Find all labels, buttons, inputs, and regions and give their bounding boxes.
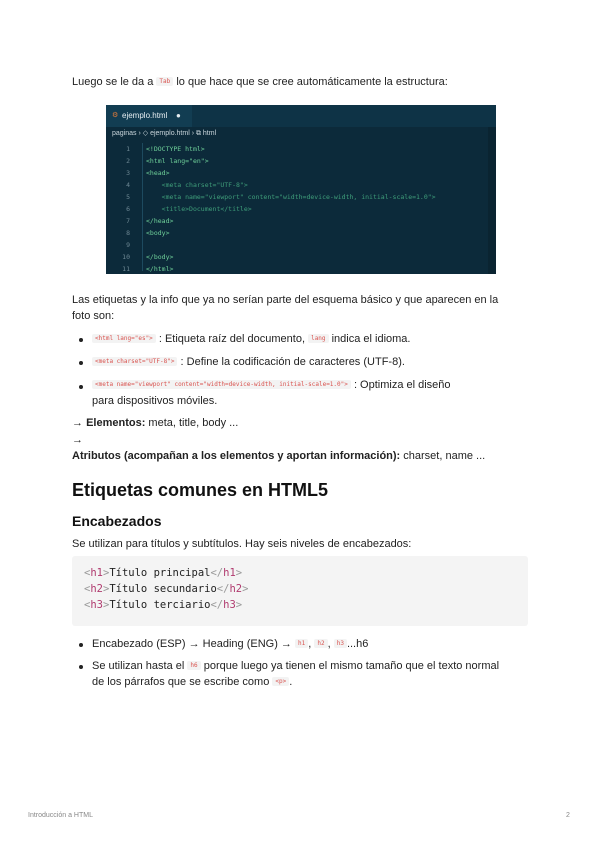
- line-number: 5: [126, 193, 130, 201]
- h3-code: h3: [334, 639, 347, 648]
- bullet-dot: [79, 385, 83, 389]
- line-number: 8: [126, 229, 130, 237]
- intro-after: lo que hace que se cree automáticamente la estructura:: [176, 76, 448, 88]
- meta-charset-code: <meta charset="UTF-8">: [92, 357, 177, 366]
- bullet-dot: [79, 643, 83, 647]
- editor-scrollbar: [488, 127, 496, 274]
- h2-code: h2: [314, 639, 327, 648]
- line-number: 1: [126, 145, 130, 153]
- code-line: <h2>Título secundario</h2>: [84, 583, 249, 595]
- editor-code-line: [106, 143, 496, 155]
- paragraph-line-1: Las etiquetas y la info que ya no serían parte del esquema básico y que aparecen en la: [72, 294, 499, 306]
- editor-code-line: [106, 227, 496, 239]
- code-line: <h3>Título terciario</h3>: [84, 599, 243, 611]
- bullet-dot: [79, 338, 83, 342]
- section-title: Etiquetas comunes en HTML5: [72, 480, 329, 500]
- intro-line: [72, 74, 448, 90]
- list-item: Se utilizan hasta el h6 porque luego ya tienen el mismo tamaño que el texto normal de los párrafos que se escribe como <p> .: [92, 660, 500, 689]
- bullet-dot: [79, 665, 83, 669]
- editor-tab-name: ejemplo.html: [122, 111, 168, 120]
- list-item-text-continued: para dispositivos móviles.: [92, 395, 218, 408]
- line-text: <html lang="en">: [146, 157, 209, 165]
- elements-label: Elementos:: [86, 417, 146, 429]
- line-text: </head>: [146, 217, 174, 225]
- line-text: <head>: [146, 169, 170, 177]
- list-item-text: de los párrafos que se escribe como: [92, 676, 270, 689]
- list-item: [92, 354, 405, 370]
- list-item-text: Encabezado (ESP) → Heading (ENG) →: [92, 638, 292, 650]
- attributes-line: [72, 448, 485, 464]
- subsection-title: Encabezados: [72, 513, 162, 529]
- tab-key-code: Tab: [156, 77, 173, 86]
- html-lang-code: <html lang="es">: [92, 334, 156, 343]
- editor-code-line: [106, 155, 496, 167]
- line-text: <meta charset="UTF-8">: [146, 181, 248, 189]
- list-item-text: indica el idioma.: [331, 333, 411, 345]
- subsection-text: Se utilizan para títulos y subtítulos. Hay seis niveles de encabezados:: [72, 538, 412, 550]
- list-item-text: : Etiqueta raíz del documento,: [158, 333, 306, 345]
- h1-code: h1: [295, 639, 308, 648]
- editor-breadcrumb: paginas › ◇ ejemplo.html › ⧉ html: [112, 130, 217, 137]
- code-line: <h1>Título principal</h1>: [84, 567, 243, 579]
- line-number: 7: [126, 217, 130, 225]
- editor-code-line: [106, 215, 496, 227]
- line-number: 10: [122, 253, 130, 261]
- list-item-text: Se utilizan hasta el: [92, 660, 185, 672]
- line-number: 4: [126, 181, 130, 189]
- intro-before: Luego se le da a: [72, 76, 154, 88]
- page-number: 2: [566, 812, 570, 819]
- line-text: <body>: [146, 229, 170, 237]
- editor-code-line: [106, 203, 496, 215]
- editor-code-line: [106, 251, 496, 263]
- unsaved-dot-icon: ●: [176, 111, 181, 120]
- list-item-text: : Define la codificación de caracteres (UTF-8).: [180, 356, 405, 368]
- lang-code: lang: [308, 334, 328, 343]
- line-text: <meta name="viewport" content="width=device-width, initial-scale=1.0">: [146, 193, 436, 201]
- h6-code: h6: [187, 661, 200, 670]
- editor-screenshot: [106, 105, 496, 274]
- footer-title: Introducción a HTML: [28, 812, 93, 819]
- line-text: <!DOCTYPE html>: [146, 145, 205, 153]
- line-number: 9: [126, 241, 130, 249]
- line-number: 6: [126, 205, 130, 213]
- elements-value: meta, title, body ...: [148, 417, 239, 429]
- list-item: [92, 331, 410, 347]
- editor-tab: [106, 105, 192, 127]
- line-number: 3: [126, 169, 130, 177]
- attributes-value: charset, name ...: [403, 450, 486, 462]
- editor-code-line: [106, 239, 496, 251]
- paragraph-etiquetas: [72, 292, 498, 324]
- editor-code-line: [106, 179, 496, 191]
- line-text: </body>: [146, 253, 174, 261]
- elements-line: [72, 415, 238, 431]
- line-text: </html>: [146, 265, 174, 273]
- editor-tab-bar: [106, 105, 496, 127]
- arrow-icon: →: [72, 434, 83, 446]
- arrow-icon: →: [72, 417, 83, 429]
- list-item-text: porque luego ya tienen el mismo tamaño que el texto normal: [203, 660, 500, 672]
- editor-code-line: [106, 167, 496, 179]
- p-tag-code: <p>: [272, 677, 289, 686]
- editor-code-line: [106, 191, 496, 203]
- list-item-text: ...h6: [346, 638, 369, 650]
- list-item-text: : Optimiza el diseño: [353, 379, 451, 391]
- list-item: [92, 377, 532, 409]
- meta-viewport-code: <meta name="viewport" content="width=device-width, initial-scale=1.0">: [92, 380, 351, 389]
- line-number: 11: [122, 265, 130, 273]
- attributes-label: Atributos (acompañan a los elementos y aportan información):: [72, 450, 401, 462]
- html-file-icon: ⚙: [112, 112, 119, 119]
- line-text: <title>Document</title>: [146, 205, 252, 213]
- code-block: [72, 556, 528, 626]
- editor-code-line: [106, 263, 496, 274]
- line-number: 2: [126, 157, 130, 165]
- paragraph-line-2: foto son:: [72, 310, 115, 322]
- bullet-dot: [79, 361, 83, 365]
- list-item: Encabezado (ESP) → Heading (ENG) → h1 , h2 , h3 ...h6: [92, 638, 369, 650]
